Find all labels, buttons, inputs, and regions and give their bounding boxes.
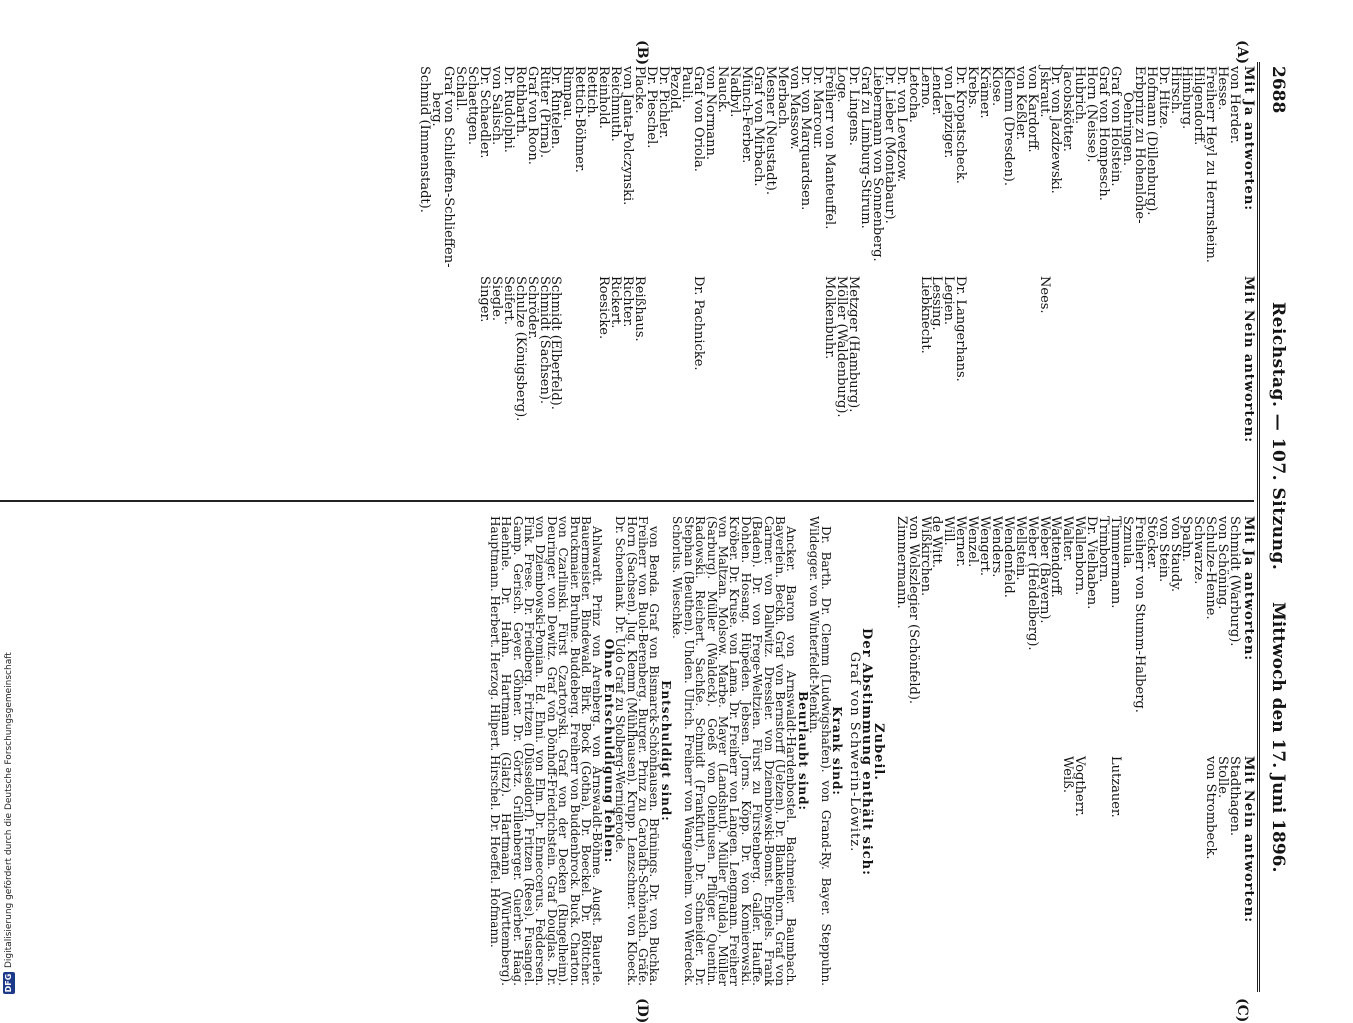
ja-name: von Herder. [1227, 66, 1243, 144]
abstain-line: Zubeil. [871, 723, 886, 781]
spacer [1216, 276, 1228, 486]
left-half [4, 62, 1254, 492]
spacer [883, 276, 895, 486]
ja-name: Klemm (Dresden). [1000, 66, 1016, 187]
spacer [657, 276, 669, 486]
ja-name: Oehringen. [1119, 92, 1135, 166]
ja-name: Dr. von Levetzow. [893, 66, 909, 183]
ja-name: Graf von Holstein. [1108, 66, 1124, 187]
dfg-credit: Digitalisierung gefördert durch die Deutsche Forschungsgemeinschaft [4, 652, 14, 968]
ja-name-right: Szmula. [1119, 516, 1135, 569]
ja-name: Schall. [453, 66, 469, 111]
nein-name: Molkenbuhr. [822, 276, 838, 360]
dfg-logo-icon: DFG [4, 973, 13, 993]
spacer [1014, 276, 1026, 486]
ja-name: Freiherr von Manteuffel. [822, 66, 838, 230]
nein-name: Lessing. [929, 276, 945, 331]
nein-name: Siegle. [488, 276, 504, 322]
spacer [895, 276, 907, 486]
ja-name: Klose. [988, 66, 1004, 107]
spacer [907, 276, 919, 486]
dfg-footer [2, 0, 16, 1000]
spacer [990, 276, 1002, 486]
ja-name: von Leipziger. [941, 66, 957, 159]
ja-name-right: Trimborn. [1096, 516, 1112, 583]
absent-section-text: Ahlwardt. Prinz von Arenberg. von Arnswaldt-Böhme. Augst. Bauerle. Bauermeister. Bindewald. Birk. Bock (Gotha). Dr. Boeckel. Dr. Böttcher. Bruckmaier. Bruhne. Buddeberg. Freiherr von Buddenbrock. Buck. Charton. von Czarlinski. Fürst Czartoryski. Graf von der Decken (Ringelheim). Deuringer. von Dewitz. Graf von Dönhoff-Friedrichstein. Graf Douglas. Dr. von Dziembowski-Pomian. Ed. Ehni. von Elm. Dr. Enneccerus. Feddersen. Fink. Frese. Dr. Friedberg. Fritzen (Düsseldorf). Fritzen (Rees). Fusangel. Gamp. Gerisch. Geyer. Göhner. Dr. Görtz. Grillenberger. Guerber. Haag. Haehnle. Dr. Hahn. Hartmann (Glatz). Hartmann (Württemberg). Hauptmann. Herbert. Herzog. Hilpert. Hirschel. Dr. Hoeffel. Hofmann. [487, 516, 605, 986]
spacer [1169, 276, 1181, 486]
ja-name: berg. [429, 92, 445, 127]
ja-name: Erbprinz zu Hohenlohe- [1131, 66, 1147, 224]
ja-name: Schmid (Immenstadt). [417, 66, 433, 213]
spacer [1109, 276, 1121, 486]
ja-name: Münch-Ferber. [738, 66, 754, 164]
ja-name-right: Stöcker. [1143, 516, 1159, 570]
ja-name: von Kardorff. [1024, 66, 1040, 153]
ja-name: Graf von Roon. [524, 66, 540, 165]
ja-name: Reinhold. [596, 66, 612, 129]
nein-name: Schulze (Königsberg). [512, 276, 528, 422]
nein-name: Schröder. [524, 276, 540, 340]
spacer [800, 276, 812, 486]
spacer [1097, 276, 1109, 486]
ja-name: Krämer. [977, 66, 993, 119]
ja-name: Hofmann (Dillenburg). [1143, 66, 1159, 216]
scanned-page [0, 40, 1290, 1023]
ja-name: Graf von Oriola. [691, 66, 707, 172]
ja-name-right: Wengert. [977, 516, 993, 576]
ja-name-right: Wendenfeld. [1000, 516, 1016, 598]
right-half [4, 512, 1254, 992]
spacer [1062, 276, 1074, 486]
nein-name: Richter. [619, 276, 635, 328]
absent-section-text: Ancker. Baron von Arnswaldt-Hardenbostel. Bachmeier. Baumbach. Bayerlein. Beckh. Graf von Bernstorff (Uelzen). Dr. Blankenhorn. Graf von Carmer. von Dallwitz. Dressler. von Dziembowski-Bomst. Engels. Frank (Baden). Dr. von Frege-Weltzien. Fürst zu Fürstenberg. Galler. Hauffe. Dohlen. Hosang. Hüpeden. Jebsen. Jorns. Köpp. Dr. von Komierowski. Kröber. Dr. Kruse. von Lama. Dr. Freiherr von Langen. Lengmann. Freiherr von Maltzan. Molsow. Marbe. Mayer (Landshut). Müller (Fulda). Müller (Sarburg). Müller (Waldeck). Goeß von Olenhusen. Pflüger. Quentin. Radowski. Reichert. Sachße. Schmidt (Frankfurt). Dr. Schneider. Dr. Stephan (Beuthen). Uhden. Ulrich. Freiherr von Wangenheim. von Werdeck. Schorlus. Wieschke. [670, 516, 799, 986]
column-divider [0, 500, 1254, 502]
nein-name: Schmidt (Sachsen). [536, 276, 552, 405]
nein-name: Reißhaus. [631, 276, 647, 342]
spacer [740, 276, 752, 486]
ja-name: Dr. von Jazdzewski. [1048, 66, 1064, 194]
margin-letter-c: (C) [1234, 998, 1250, 1023]
absent-section-text: Dr. Barth. Dr. Clemm (Ludwigshafen). von Grand-Ry. Bayer. Steppuhn. Wildegger. von Winterfeldt-Menkin. [807, 516, 833, 986]
abstain-line: Der Abstimmung enthält sich: [859, 628, 874, 876]
spacer [1026, 276, 1038, 486]
ja-name: Liebermann von Sonnenberg. [869, 66, 885, 262]
ja-name-right: Schulze-Henne. [1203, 516, 1219, 620]
ja-name: Dr. Pichler. [655, 66, 671, 139]
ja-name-right: Dr. Vielhaben. [1084, 516, 1100, 610]
spacer [788, 276, 800, 486]
ja-name: Nauck. [715, 66, 731, 113]
ja-name: von Keßler. [1012, 66, 1028, 141]
nein-name: Möller (Waldenburg). [834, 276, 850, 418]
ja-name-right: Werner. [953, 516, 969, 568]
ja-name: Ritter (Pirna). [536, 66, 552, 158]
margin-letter-a: (A) [1234, 40, 1250, 65]
ja-name: Krebs. [965, 66, 981, 109]
ja-name: Merbach. [774, 66, 790, 130]
ja-name-right: de Witt. [929, 516, 945, 569]
ja-list-right [893, 516, 1243, 746]
absent-section-text: von Benda. Graf von Bismarck-Schönhausen. Brünings. Dr. von Buchka. Freiherr von Buol-Berenberg. Burger. Prinz zu Carolath-Schönaich. Gräfe. Horn (Sachsen). Jug. Klemm (Mühlhausen). Krupp. Lenzschner. von Kloeck. Dr. Schoenlank. Dr. Udo Graf zu Stolberg-Wernigerode. [613, 516, 662, 986]
nein-name: Schmidt (Elberfeld). [548, 276, 564, 410]
nein-name-right: von Strombeck. [1203, 756, 1219, 860]
ja-name: Dr. Marcour. [810, 66, 826, 150]
nein-name-right [1157, 756, 1169, 986]
ja-name: Lender. [929, 66, 945, 116]
nein-name-right: Stolle. [1215, 756, 1231, 799]
ja-name-right: Wallenborn. [1072, 516, 1088, 596]
nein-name: Legien. [941, 276, 957, 326]
ja-name-right: Wenzel. [965, 516, 981, 568]
spacer [716, 276, 728, 486]
spacer [1133, 276, 1145, 486]
spacer [1204, 276, 1216, 486]
absent-block [488, 516, 842, 986]
ja-name: Dr. Lingens. [846, 66, 862, 146]
nein-list-right [1062, 756, 1241, 986]
ja-name-right: Weber (Bayern). [1036, 516, 1052, 624]
ja-name: Dr. Kropatscheck. [953, 66, 969, 184]
spacer [871, 276, 883, 486]
ja-name-right: Freiherr von Stumm-Halberg. [1131, 516, 1147, 713]
nein-name: Rickert. [607, 276, 623, 329]
nein-name: Dr. Langerhans. [953, 276, 969, 382]
ja-name: Schaettgen. [465, 66, 481, 145]
nein-name-right: Vogtherr. [1072, 756, 1088, 817]
session-date: Mittwoch den 17. Juni 1896. [1268, 602, 1288, 873]
ja-title-right: Mit Ja antworten: [1241, 516, 1256, 662]
ja-name: Hilgendorff. [1191, 66, 1207, 146]
ja-name: Pauli. [679, 66, 695, 103]
nein-title: Mit Nein antworten: [1241, 276, 1256, 444]
session-title: Reichstag. — 107. Sitzung. [1268, 302, 1288, 571]
nein-name-right [1133, 756, 1145, 986]
ja-name: Rettich. [584, 66, 600, 118]
nein-column-right [1062, 756, 1255, 986]
ja-name-right: Will. [941, 516, 957, 546]
ja-name: Graf von Hompesch. [1096, 66, 1112, 201]
nein-list [478, 276, 1240, 486]
ja-name: von Salisch. [488, 66, 504, 146]
ja-name: Graf von Schlieffen-Schlieffen- [441, 66, 457, 268]
margin-letter-b: (B) [634, 40, 650, 66]
ja-name: Hubrich. [1072, 66, 1088, 125]
nein-column [478, 276, 1254, 486]
ja-name: Horn (Neisse). [1084, 66, 1100, 163]
ja-name: Lerno. [917, 66, 933, 109]
ja-name: von Janta-Polczynski. [619, 66, 635, 206]
ja-name: Jskraut. [1036, 66, 1052, 118]
ja-column [419, 66, 1254, 266]
absent-section-title: Krank sind: [830, 706, 844, 796]
spacer [1145, 276, 1157, 486]
ja-name-right: Wißkirchen. [917, 516, 933, 597]
ja-name: Mesner (Neustadt). [762, 66, 778, 195]
ja-name-right: von Wolszlegier (Schönfeld). [905, 516, 921, 705]
ja-name-right: Zimmermann. [893, 516, 909, 609]
ja-name: Dr. von Marquardsen. [798, 66, 814, 211]
ja-list [419, 66, 1241, 266]
ja-name: von Massow. [786, 66, 802, 150]
nein-name-right [1085, 756, 1097, 986]
abstain-line: Graf von Schwerin-Löwitz. [847, 651, 862, 853]
abstain-block [848, 572, 884, 932]
ja-name-right: Wattendorff. [1048, 516, 1064, 598]
spacer [1157, 276, 1169, 486]
nein-name: Dr. Pachnicke. [691, 276, 707, 371]
ja-name-right: Timmermann. [1108, 516, 1124, 609]
spacer [1121, 276, 1133, 486]
ja-title: Mit Ja antworten: [1241, 66, 1256, 212]
spacer [764, 276, 776, 486]
spacer [1192, 276, 1204, 486]
spacer [1228, 276, 1240, 486]
ja-name: Dr. Rintelen. [548, 66, 564, 150]
ja-name: Himburg. [1179, 66, 1195, 130]
nein-title-right: Mit Nein antworten: [1241, 756, 1256, 924]
ja-name-right: Wenders. [988, 516, 1004, 578]
ja-name: Freiherr Heyl zu Herrnsheim. [1203, 66, 1219, 263]
spacer [776, 276, 788, 486]
ja-name: von Normann. [703, 66, 719, 161]
nein-name: Metzger (Hamburg). [846, 276, 862, 413]
ja-name-right: von Staudy. [1167, 516, 1183, 593]
ja-name-right: von Stein. [1155, 516, 1171, 583]
ja-column-right [895, 516, 1254, 746]
ja-name: Hirsch. [1167, 66, 1183, 115]
nein-name-right: Lutzauer. [1108, 756, 1124, 818]
nein-name: Singer. [477, 276, 492, 323]
spacer [669, 276, 681, 486]
ja-name: Rimpau. [560, 66, 576, 121]
ja-name-right: Schmidt (Warburg). [1227, 516, 1243, 647]
page-number: 2688 [1268, 66, 1288, 114]
ja-name: Letocha. [905, 66, 921, 123]
ja-name-right: Walter. [1060, 516, 1076, 562]
ja-name: Rettich-Böhmer. [572, 66, 588, 173]
nein-name-right [1145, 756, 1157, 986]
ja-name: Pezold. [667, 66, 683, 114]
spacer [1085, 276, 1097, 486]
ja-name: Dr. Schaedler. [477, 66, 492, 159]
ja-name: Dr. Hitze. [1155, 66, 1171, 129]
ja-name: Placke. [631, 66, 647, 114]
ja-name-right: Weber (Heidelberg). [1024, 516, 1040, 651]
ja-name: Jacobskötter. [1060, 66, 1076, 152]
ja-name-right: Schwarze. [1191, 516, 1207, 585]
spacer [728, 276, 740, 486]
nein-name-right [1181, 756, 1193, 986]
absent-section-title: Ohne Entschuldigung fehlen: [601, 638, 616, 864]
spacer [1002, 276, 1014, 486]
ja-name: Reichmuth. [607, 66, 623, 142]
nein-name-right [1169, 756, 1181, 986]
absent-section-title: Beurlaubt sind: [795, 691, 810, 811]
spacer [966, 276, 978, 486]
ja-name: Nadbyl. [727, 66, 743, 118]
ja-name: Dr. Pieschel. [643, 66, 659, 149]
spacer [752, 276, 764, 486]
page-header [1257, 62, 1290, 992]
nein-name: Roesicke. [596, 276, 612, 340]
absent-section-title: Entschuldigt sind: [658, 680, 673, 822]
nein-name: Seifert. [500, 276, 516, 325]
ja-name: Graf von Mirbach. [750, 66, 766, 187]
margin-letter-d: (D) [634, 998, 650, 1023]
ja-name: Graf zu Limburg-Stirum. [858, 66, 873, 229]
ja-name-right: von Schöning. [1215, 516, 1231, 610]
spacer [1181, 276, 1193, 486]
nein-name: Liebknecht. [917, 276, 933, 354]
spacer [978, 276, 990, 486]
spacer [704, 276, 716, 486]
nein-name [573, 276, 585, 486]
ja-name: Rothbarth. [512, 66, 528, 138]
nein-name-right: Stadthagen. [1227, 756, 1243, 837]
ja-name: Loge. [834, 66, 850, 103]
nein-name [561, 276, 573, 486]
spacer [1073, 276, 1085, 486]
ja-name: Dr. Rudolphi. [500, 66, 516, 153]
nein-name: Nees. [1036, 276, 1052, 314]
ja-name-right: Spahn. [1179, 516, 1195, 562]
nein-name-right: Weiß. [1060, 756, 1076, 793]
ja-name-right: Wellstein. [1012, 516, 1028, 581]
ja-name: Hesse. [1215, 66, 1231, 111]
ja-name: Dr. Lieber (Montabaur). [881, 66, 897, 224]
